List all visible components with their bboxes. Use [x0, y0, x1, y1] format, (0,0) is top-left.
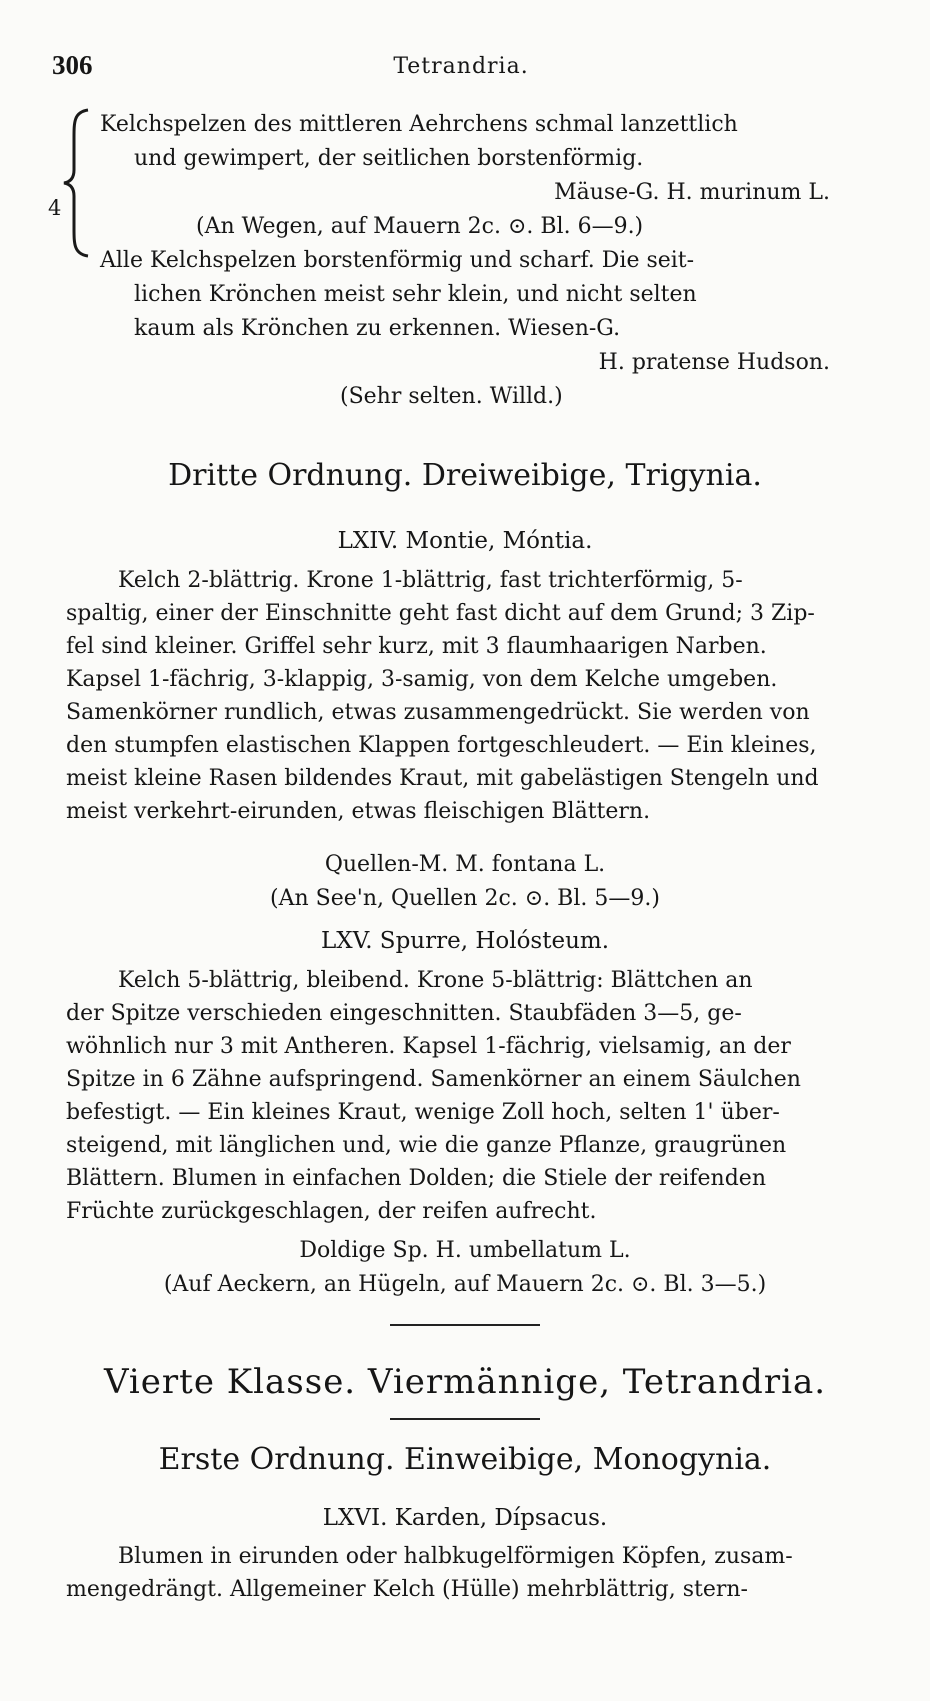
genus-description — [66, 1540, 864, 1606]
brace-icon — [62, 108, 92, 258]
habitat-note: (An Wegen, auf Mauern 2c. ⊙. Bl. 6—9.) — [196, 214, 644, 239]
text-line: befestigt. — Ein kleines Kraut, wenige Zoll hoch, selten 1' über- — [66, 1100, 780, 1125]
key-line: und gewimpert, der seitlichen borstenförmig. — [134, 146, 644, 171]
text-line: der Spitze verschieden eingeschnitten. Staubfäden 3—5, ge- — [66, 1001, 742, 1026]
key-line: lichen Krönchen meist sehr klein, und nicht selten — [134, 282, 697, 307]
genus-description — [66, 564, 864, 828]
text-line: Samenkörner rundlich, etwas zusammengedrückt. Sie werden von — [66, 700, 810, 725]
order-heading: Dritte Ordnung. Dreiweibige, Trigynia. — [168, 458, 762, 493]
divider — [390, 1418, 540, 1420]
habitat-note: (Sehr selten. Willd.) — [340, 384, 563, 409]
species-name: H. pratense Hudson. — [598, 350, 830, 375]
key-line: Alle Kelchspelzen borstenförmig und scharf. Die seit- — [100, 248, 695, 273]
genus-heading: LXIV. Montie, Móntia. — [337, 528, 593, 554]
key-number: 4 — [48, 196, 62, 220]
text-line: steigend, mit länglichen und, wie die ganze Pflanze, graugrünen — [66, 1133, 787, 1158]
genus-description — [66, 964, 864, 1228]
text-line: fel sind kleiner. Griffel sehr kurz, mit 3 flaumhaarigen Narben. — [66, 634, 767, 659]
page-number: 306 — [52, 50, 93, 80]
text-line: den stumpfen elastischen Klappen fortgeschleudert. — Ein kleines, — [66, 733, 817, 758]
running-title: Tetrandria. — [393, 54, 529, 79]
text-line: Blättern. Blumen in einfachen Dolden; die Stiele der reifenden — [66, 1166, 766, 1191]
text-line: Kapsel 1-fächrig, 3-klappig, 3-samig, von dem Kelche umgeben. — [66, 667, 778, 692]
genus-heading: LXV. Spurre, Holósteum. — [320, 928, 610, 954]
species-name: Mäuse-G. H. murinum L. — [554, 180, 830, 205]
text-line: mengedrängt. Allgemeiner Kelch (Hülle) mehrblättrig, stern- — [66, 1577, 748, 1602]
key-line: Kelchspelzen des mittleren Aehrchens schmal lanzettlich — [100, 112, 738, 137]
species-name: Doldige Sp. H. umbellatum L. — [299, 1238, 631, 1263]
text-line: Früchte zurückgeschlagen, der reifen aufrecht. — [66, 1199, 597, 1224]
key-text — [100, 108, 860, 414]
page-header — [52, 50, 870, 86]
order-heading: Erste Ordnung. Einweibige, Monogynia. — [158, 1442, 772, 1477]
text-line: Kelch 2-blättrig. Krone 1-blättrig, fast trichterförmig, 5- — [118, 568, 743, 593]
divider — [390, 1324, 540, 1326]
species-name: Quellen-M. M. fontana L. — [324, 852, 606, 877]
text-line: Kelch 5-blättrig, bleibend. Krone 5-blättrig: Blättchen an — [118, 968, 753, 993]
habitat-note: (An See'n, Quellen 2c. ⊙. Bl. 5—9.) — [270, 886, 660, 911]
text-line: meist kleine Rasen bildendes Kraut, mit gabelästigen Stengeln und — [66, 766, 819, 791]
text-line: spaltig, einer der Einschnitte geht fast dicht auf dem Grund; 3 Zip- — [66, 601, 815, 626]
genus-heading: LXVI. Karden, Dípsacus. — [322, 1505, 608, 1531]
habitat-note: (Auf Aeckern, an Hügeln, auf Mauern 2c. ⊙. Bl. 3—5.) — [163, 1272, 767, 1297]
text-line: wöhnlich nur 3 mit Antheren. Kapsel 1-fächrig, vielsamig, an der — [66, 1034, 791, 1059]
text-line: Blumen in eirunden oder halbkugelförmigen Köpfen, zusam- — [118, 1544, 793, 1569]
text-line: meist verkehrt-eirunden, etwas fleischigen Blättern. — [66, 799, 651, 824]
class-heading: Vierte Klasse. Viermännige, Tetrandria. — [103, 1362, 827, 1402]
identification-key — [48, 108, 860, 414]
key-line: kaum als Krönchen zu erkennen. Wiesen-G. — [134, 316, 621, 341]
text-line: Spitze in 6 Zähne aufspringend. Samenkörner an einem Säulchen — [66, 1067, 801, 1092]
